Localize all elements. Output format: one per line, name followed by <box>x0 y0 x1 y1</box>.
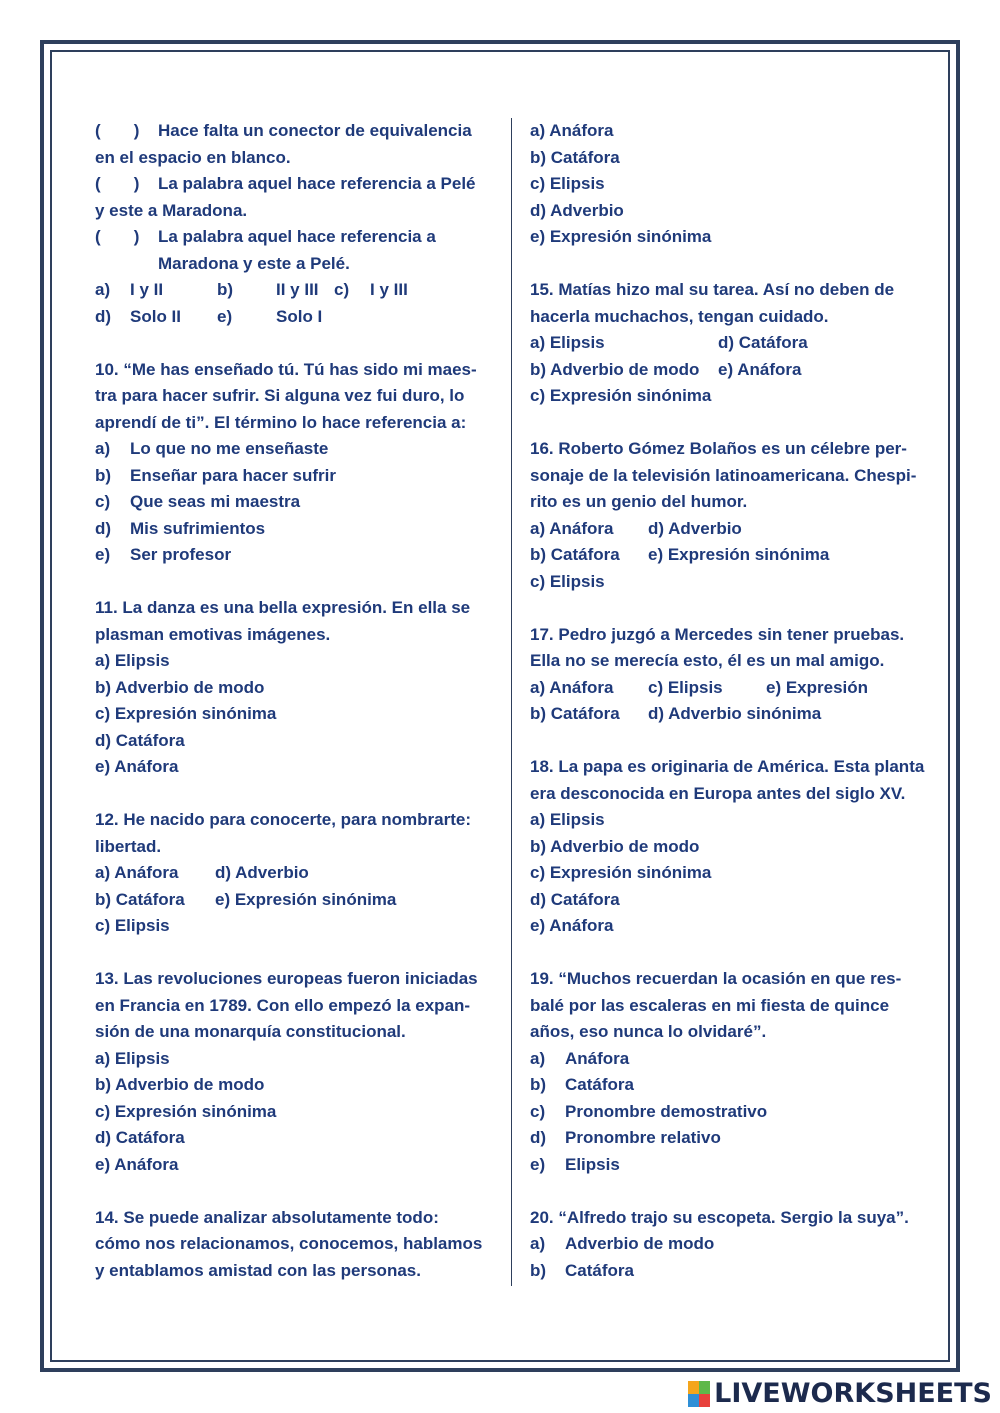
option-letter: a) <box>530 1048 546 1068</box>
question-17 <box>530 622 928 728</box>
statement-1 <box>95 118 493 145</box>
option-c[interactable]: c) Expresión sinónima <box>95 704 277 723</box>
option-letter: e) <box>217 306 233 326</box>
statement-2 <box>95 171 493 198</box>
option-d[interactable]: d) Catáfora <box>530 889 620 909</box>
option-letter: b) <box>530 1075 547 1094</box>
option-a[interactable]: a) Elipsis <box>530 333 605 352</box>
question-9 <box>95 118 493 330</box>
option-text[interactable]: Solo I <box>276 306 323 326</box>
question-text: libertad. <box>95 836 162 856</box>
option-text: Pronombre demostrativo <box>565 1101 768 1121</box>
option-text: Elipsis <box>565 1154 620 1174</box>
option-d[interactable]: d) Adverbio <box>648 518 742 538</box>
option-e[interactable]: e) Anáfora <box>718 359 802 379</box>
option-d[interactable]: d) Catáfora <box>95 1128 185 1147</box>
option-text: Anáfora <box>565 1048 630 1068</box>
question-text: rito es un genio del humor. <box>530 492 748 511</box>
statement-text: La palabra aquel hace referencia a <box>158 227 436 246</box>
question-text: era desconocida en Europa antes del siglo XV. <box>530 783 906 803</box>
option-e[interactable]: e) Anáfora <box>530 916 614 935</box>
column-divider <box>511 118 512 1286</box>
option-e[interactable]: e) Expresión sinónima <box>648 545 830 564</box>
question-text: cómo nos relacionamos, conocemos, hablamos <box>95 1234 483 1253</box>
option-text: Catáfora <box>565 1075 634 1094</box>
q17-options <box>530 675 928 728</box>
question-text: y entablamos amistad con las personas. <box>95 1260 421 1280</box>
option-b[interactable]: b) Catáfora <box>530 545 620 564</box>
right-column <box>530 118 928 1284</box>
option-e[interactable]: e) Expresión sinónima <box>215 889 397 909</box>
question-text: años, eso nunca lo olvidaré”. <box>530 1022 767 1041</box>
question-text: balé por las escaleras en mi fiesta de quince <box>530 995 890 1015</box>
option-d[interactable]: d) Catáfora <box>95 730 185 750</box>
answer-blank-1[interactable]: ( ) <box>95 121 140 140</box>
option-b[interactable] <box>530 1258 928 1285</box>
option-c[interactable]: c) Elipsis <box>530 174 605 193</box>
question-18 <box>530 754 928 940</box>
question-12 <box>95 807 493 940</box>
q12-options <box>95 860 493 940</box>
option-letter: d) <box>95 306 112 326</box>
option-d[interactable] <box>95 516 493 543</box>
question-text: sonaje de la televisión latinoamericana. Chespi- <box>530 465 917 485</box>
option-letter: c) <box>530 1101 546 1121</box>
statement-text: La palabra aquel hace referencia a Pelé <box>158 174 476 193</box>
question-text: 18. La papa es originaria de América. Esta planta <box>530 757 925 776</box>
option-c[interactable]: c) Elipsis <box>530 571 605 591</box>
question-16 <box>530 436 928 595</box>
option-e[interactable]: e) Anáfora <box>95 757 179 776</box>
question-text: 17. Pedro juzgó a Mercedes sin tener pruebas. <box>530 624 905 644</box>
question-text: 19. “Muchos recuerdan la ocasión en que res- <box>530 969 902 988</box>
logo-text: LIVEWORKSHEETS <box>714 1378 992 1409</box>
question-text: 20. “Alfredo trajo su escopeta. Sergio la suya”. <box>530 1207 909 1227</box>
option-c[interactable]: c) Elipsis <box>95 916 170 935</box>
question-text: Ella no se merecía esto, él es un mal amigo. <box>530 651 885 670</box>
question-20 <box>530 1205 928 1285</box>
option-b[interactable]: b) Adverbio de modo <box>95 1075 265 1094</box>
q9-options-row-1 <box>95 277 493 304</box>
option-c[interactable]: c) Expresión sinónima <box>530 386 712 405</box>
option-letter: c) <box>95 492 111 511</box>
answer-blank-2[interactable]: ( ) <box>95 174 140 193</box>
question-text: 15. Matías hizo mal su tarea. Así no deben de <box>530 280 895 299</box>
option-c[interactable] <box>95 489 493 516</box>
question-text: 11. La danza es una bella expresión. En ella se <box>95 598 471 617</box>
question-text: 12. He nacido para conocerte, para nombrarte: <box>95 810 472 829</box>
option-a[interactable] <box>530 1231 928 1258</box>
option-letter: b) <box>95 465 112 485</box>
question-14 <box>95 1205 493 1285</box>
option-b[interactable] <box>530 1072 928 1099</box>
question-text: plasman emotivas imágenes. <box>95 624 331 644</box>
option-e[interactable] <box>95 542 493 569</box>
option-text: Que seas mi maestra <box>130 492 301 511</box>
left-column <box>95 118 493 1284</box>
option-text: Ser profesor <box>130 545 232 564</box>
question-text: tra para hacer sufrir. Si alguna vez fui duro, lo <box>95 386 465 405</box>
question-text: 10. “Me has enseñado tú. Tú has sido mi maes- <box>95 359 477 379</box>
option-b[interactable]: b) Catáfora <box>95 889 185 909</box>
question-11 <box>95 595 493 781</box>
option-b[interactable]: b) Catáfora <box>530 147 620 167</box>
option-text: Enseñar para hacer sufrir <box>130 465 336 485</box>
option-c[interactable] <box>530 1099 928 1126</box>
question-19 <box>530 966 928 1178</box>
liveworksheets-logo-icon <box>688 1381 710 1407</box>
option-c[interactable]: c) Elipsis <box>648 677 723 697</box>
option-c[interactable]: c) Expresión sinónima <box>530 863 712 882</box>
option-b[interactable]: b) Adverbio de modo <box>530 359 700 379</box>
option-a[interactable] <box>530 1046 928 1073</box>
option-letter: a) <box>95 439 111 458</box>
option-b[interactable]: b) Catáfora <box>530 704 620 723</box>
option-a[interactable]: a) Elipsis <box>95 1048 170 1068</box>
option-a[interactable]: a) Anáfora <box>530 121 614 140</box>
option-letter: a) <box>95 280 111 299</box>
option-text: Mis sufrimientos <box>130 518 266 538</box>
option-text: Catáfora <box>565 1260 634 1280</box>
question-text: hacerla muchachos, tengan cuidado. <box>530 306 829 326</box>
option-a[interactable]: a) Anáfora <box>530 677 614 697</box>
liveworksheets-logo[interactable] <box>688 1378 992 1409</box>
question-text: 14. Se puede analizar absolutamente todo: <box>95 1207 439 1227</box>
option-d[interactable]: d) Adverbio <box>215 863 309 882</box>
option-text: Lo que no me enseñaste <box>130 439 329 458</box>
option-letter: b) <box>217 280 234 299</box>
statement-text-cont: y este a Maradona. <box>95 200 248 220</box>
option-text[interactable]: I y III <box>370 280 408 299</box>
option-text[interactable]: II y III <box>276 280 319 299</box>
option-text[interactable]: I y II <box>130 280 164 299</box>
q9-options-row-2 <box>95 304 493 331</box>
option-c[interactable]: c) Expresión sinónima <box>95 1101 277 1121</box>
question-text: 16. Roberto Gómez Bolaños es un célebre per- <box>530 439 907 458</box>
option-d[interactable]: d) Catáfora <box>718 333 808 352</box>
statement-text-cont: en el espacio en blanco. <box>95 147 291 167</box>
option-d[interactable] <box>530 1125 928 1152</box>
option-e[interactable] <box>530 1152 928 1179</box>
question-text: aprendí de ti”. El término lo hace referencia a: <box>95 412 467 432</box>
option-letter: e) <box>530 1154 546 1174</box>
option-text: Adverbio de modo <box>565 1234 715 1253</box>
question-13 <box>95 966 493 1178</box>
option-letter: a) <box>530 1234 546 1253</box>
question-14-options <box>530 118 928 251</box>
statement-text-cont: Maradona y este a Pelé. <box>158 253 350 273</box>
answer-blank-3[interactable]: ( ) <box>95 227 140 246</box>
option-e[interactable]: e) Expresión sinónima <box>530 227 712 246</box>
option-letter: b) <box>530 1260 547 1280</box>
option-letter: e) <box>95 545 111 564</box>
option-b[interactable]: b) Adverbio de modo <box>530 836 700 856</box>
option-d[interactable]: d) Adverbio <box>530 200 624 220</box>
option-a[interactable]: a) Elipsis <box>95 651 170 670</box>
option-text[interactable]: Solo II <box>130 306 181 326</box>
option-b[interactable]: b) Adverbio de modo <box>95 677 265 697</box>
option-letter: d) <box>95 518 112 538</box>
option-letter: d) <box>530 1128 547 1147</box>
option-text: Pronombre relativo <box>565 1128 721 1147</box>
option-a[interactable] <box>95 436 493 463</box>
option-a[interactable]: a) Anáfora <box>530 518 614 538</box>
option-a[interactable]: a) Elipsis <box>530 810 605 829</box>
question-10 <box>95 357 493 569</box>
question-15 <box>530 277 928 410</box>
question-text: 13. Las revoluciones europeas fueron iniciadas <box>95 969 478 988</box>
statement-3 <box>95 224 493 251</box>
option-e[interactable]: e) Anáfora <box>95 1154 179 1174</box>
q15-options <box>530 330 928 410</box>
option-a[interactable]: a) Anáfora <box>95 863 179 882</box>
question-text: en Francia en 1789. Con ello empezó la expan- <box>95 995 471 1015</box>
q16-options <box>530 516 928 596</box>
option-e[interactable]: e) Expresión <box>766 677 869 697</box>
statement-text: Hace falta un conector de equivalencia <box>158 121 472 140</box>
question-text: sión de una monarquía constitucional. <box>95 1022 406 1041</box>
option-letter: c) <box>334 280 350 299</box>
option-d[interactable]: d) Adverbio sinónima <box>648 704 822 723</box>
option-b[interactable] <box>95 463 493 490</box>
